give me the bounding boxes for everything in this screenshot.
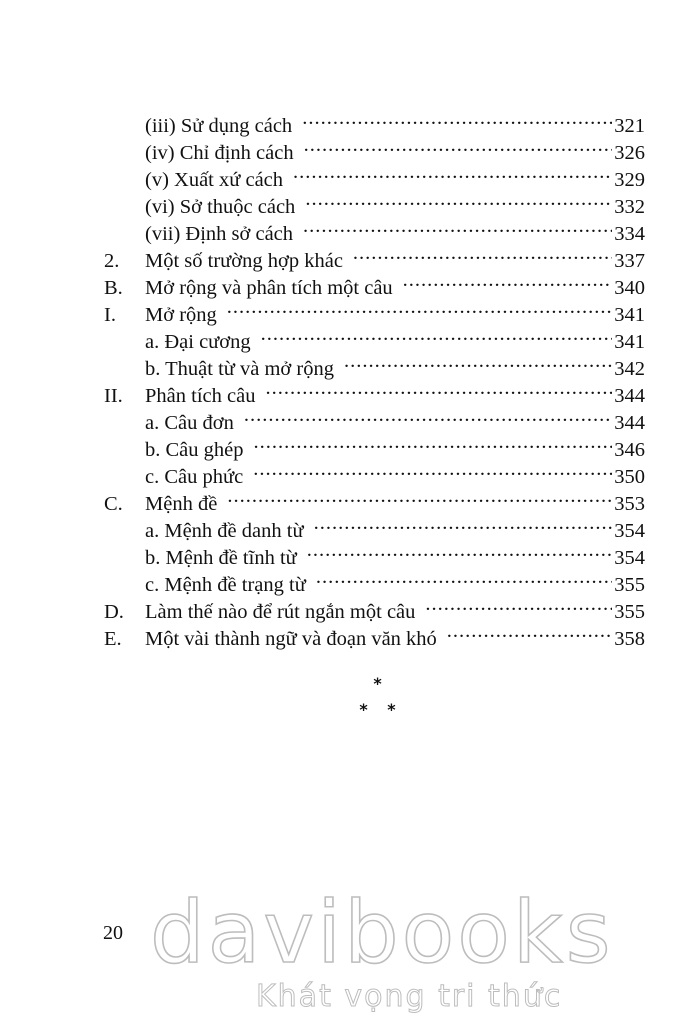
dot-leader [425, 591, 612, 618]
toc-entry-title: (vii) Định sở cách [145, 223, 294, 245]
asterism-top: * [373, 674, 382, 693]
toc-entry-page: 326 [614, 142, 645, 164]
dot-leader [316, 564, 612, 591]
dot-leader [344, 348, 612, 375]
toc-entry-page: 358 [614, 628, 645, 650]
toc-entry-marker: B. [104, 277, 123, 299]
toc-entry-title: a. Câu đơn [145, 412, 234, 434]
toc-entry-title: (vi) Sở thuộc cách [145, 196, 296, 218]
toc-entry-page: 337 [614, 250, 645, 272]
dot-leader [302, 105, 612, 132]
toc-entry-page: 341 [614, 304, 645, 326]
toc-entry-title: Mở rộng và phân tích một câu [145, 277, 393, 299]
dot-leader [293, 159, 612, 186]
toc-entry-page: 350 [614, 466, 645, 488]
dot-leader [227, 483, 612, 510]
toc-entry-title: (v) Xuất xứ cách [145, 169, 284, 191]
toc-entry-marker: 2. [104, 250, 120, 272]
watermark-brand: davibooks [150, 883, 614, 983]
toc-entry-title: Mệnh đề [145, 493, 218, 515]
toc-entry-page: 340 [614, 277, 645, 299]
toc-entry-title: Phân tích câu [145, 385, 256, 407]
toc-entry-title: a. Mệnh đề danh từ [145, 520, 304, 542]
toc-entry-page: 355 [614, 601, 645, 623]
toc-entry-page: 353 [614, 493, 645, 515]
dot-leader [314, 510, 613, 537]
toc-entry-title: Làm thế nào để rút ngắn một câu [145, 601, 416, 623]
toc-entry-title: Một vài thành ngữ và đoạn văn khó [145, 628, 437, 650]
dot-leader [227, 294, 612, 321]
toc-entry-page: 354 [614, 547, 645, 569]
toc-entry-marker: II. [104, 385, 123, 407]
dot-leader [307, 537, 613, 564]
toc-entry-title: c. Mệnh đề trạng từ [145, 574, 306, 596]
dot-leader [265, 375, 612, 402]
dot-leader [403, 267, 613, 294]
toc-entry-page: 329 [614, 169, 645, 191]
toc-entry-page: 332 [614, 196, 645, 218]
toc-row [104, 105, 645, 137]
dot-leader [244, 402, 612, 429]
toc-entry-title: (iii) Sử dụng cách [145, 115, 293, 137]
dot-leader [353, 240, 612, 267]
toc-entry-title: c. Câu phức [145, 466, 244, 488]
asterism-bottom: * * [359, 700, 396, 719]
toc-entry-marker: I. [104, 304, 116, 326]
toc-entry-marker: C. [104, 493, 123, 515]
toc-entry-page: 334 [614, 223, 645, 245]
toc-entry-page: 354 [614, 520, 645, 542]
dot-leader [304, 132, 613, 159]
toc-entry-marker: D. [104, 601, 124, 623]
toc-entry-title: a. Đại cương [145, 331, 251, 353]
toc-entry-title: (iv) Chỉ định cách [145, 142, 294, 164]
toc-entry-page: 344 [614, 385, 645, 407]
watermark-tagline: Khát vọng tri thức [256, 979, 563, 1014]
dot-leader [254, 429, 613, 456]
toc-entry-title: Một số trường hợp khác [145, 250, 343, 272]
toc-entry-page: 344 [614, 412, 645, 434]
dot-leader [303, 213, 612, 240]
toc-entry-page: 355 [614, 574, 645, 596]
toc-entry-title: b. Câu ghép [145, 439, 244, 461]
toc-entry-title: b. Mệnh đề tĩnh từ [145, 547, 297, 569]
dot-leader [261, 321, 613, 348]
page-number: 20 [103, 922, 123, 944]
toc-entry-marker: E. [104, 628, 122, 650]
toc-entry-page: 321 [614, 115, 645, 137]
dot-leader [253, 456, 612, 483]
toc-entry-page: 341 [614, 331, 645, 353]
toc-entry-title: Mở rộng [145, 304, 217, 326]
toc-entry-title: b. Thuật từ và mở rộng [145, 358, 334, 380]
toc-entry-page: 342 [614, 358, 645, 380]
table-of-contents [104, 105, 645, 650]
dot-leader [447, 618, 612, 645]
toc-entry-page: 346 [614, 439, 645, 461]
dot-leader [305, 186, 612, 213]
